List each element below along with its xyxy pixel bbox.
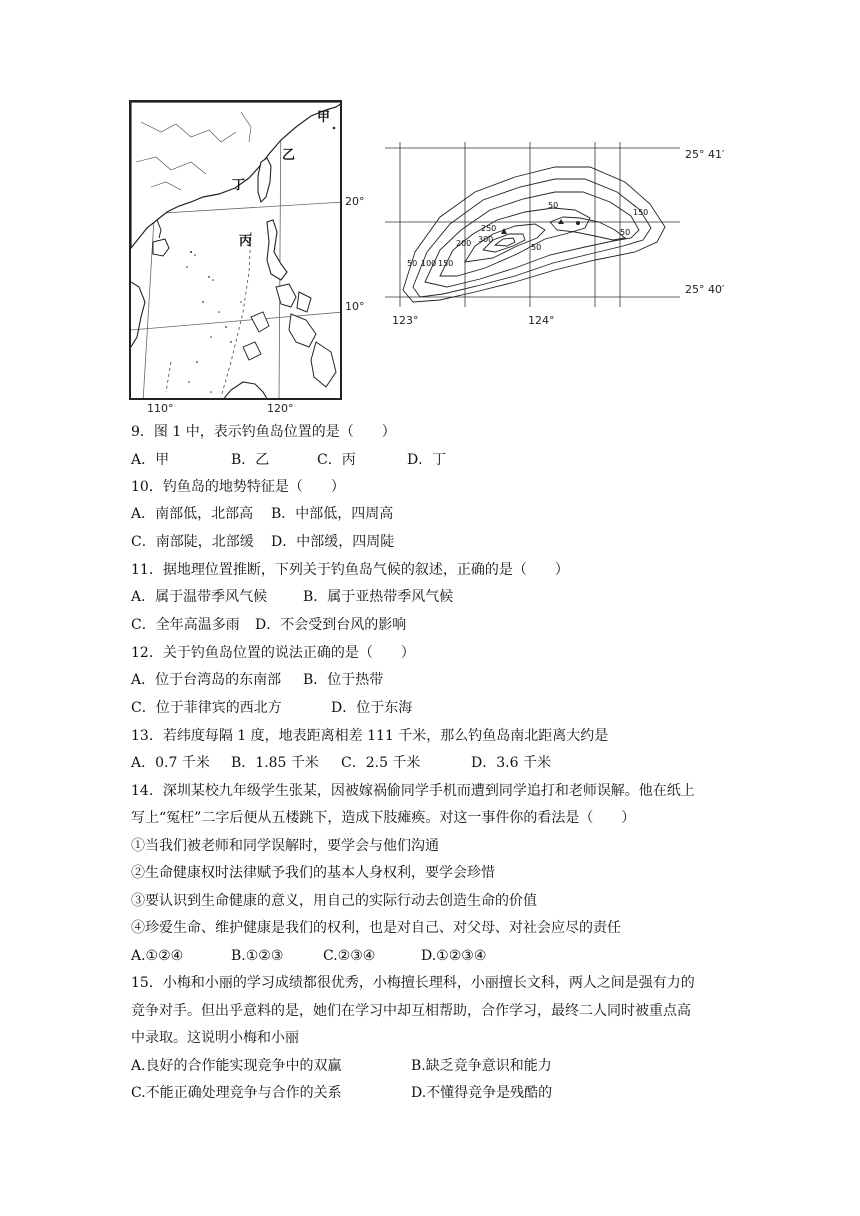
q12-option-d: D．位于东海 (331, 700, 413, 716)
q13-option-d: D．3.6 千米 (471, 755, 551, 771)
q11-option-b: B．属于亚热带季风气候 (303, 589, 454, 605)
q9-option-c: C．丙 (317, 452, 356, 468)
lon-left-label: 123° (392, 314, 419, 327)
map-south-china-sea (129, 100, 342, 400)
lat-10-label: 10° (345, 300, 365, 313)
question-13: 13．若纬度每隔 1 度，地表距离相差 111 千米，那么钓鱼岛南北距离大约是 (131, 728, 609, 744)
q14-option-d: D.①②③④ (421, 948, 487, 964)
label-yi: 乙 (282, 148, 296, 163)
question-12: 12．关于钓鱼岛位置的说法正确的是（ ） (131, 645, 415, 661)
contour-label: 150 (633, 208, 649, 217)
q12-option-b: B．位于热带 (303, 672, 384, 688)
q9-option-a: A．甲 (131, 452, 170, 468)
q11-option-a: A．属于温带季风气候 (131, 589, 268, 605)
lon-120-label: 120° (267, 402, 294, 415)
contour-label: 50 (531, 243, 542, 252)
q11-option-d: D．不会受到台风的影响 (255, 617, 407, 633)
question-10: 10．钓鱼岛的地势特征是（ ） (131, 479, 345, 495)
q10-options-row1 (131, 504, 393, 524)
q10-options-row2 (131, 532, 394, 552)
q9-option-b: B．乙 (231, 452, 270, 468)
q15-option-a: A.良好的合作能实现竞争中的双赢 (131, 1058, 342, 1074)
contour-label: 250 (481, 224, 497, 233)
contour-drawing (385, 142, 685, 312)
q11-options-row2 (131, 615, 406, 635)
q14-option-a: A.①②④ (131, 948, 184, 964)
lat-top-label: 25° 41′ (685, 148, 725, 161)
q10-option-d: D．中部缓，四周陡 (271, 534, 395, 550)
label-ding: 丁 (232, 178, 246, 193)
q14-statement-3: ③要认识到生命健康的意义，用自己的实际行动去创造生命的价值 (131, 893, 537, 909)
question-15-line2: 竞争对手。但出乎意料的是，她们在学习中却互相帮助，合作学习，最终二人同时被重点高 (131, 1003, 691, 1019)
contour-label: 200 (456, 239, 472, 248)
q13-option-a: A．0.7 千米 (131, 755, 210, 771)
lon-110-label: 110° (147, 402, 174, 415)
q12-option-a: A．位于台湾岛的东南部 (131, 672, 282, 688)
q12-options-row2 (131, 698, 412, 718)
q9-options (131, 450, 446, 470)
q11-options-row1 (131, 587, 453, 607)
q14-option-b: B.①②③ (231, 948, 284, 964)
q10-option-c: C．南部陡，北部缓 (131, 534, 254, 550)
question-15-line3: 中录取。这说明小梅和小丽 (131, 1030, 299, 1046)
label-bing: 丙 (239, 234, 253, 249)
q14-statement-2: ②生命健康权时法律赋予我们的基本人身权利，要学会珍惜 (131, 865, 495, 881)
question-15-line1: 15．小梅和小丽的学习成绩都很优秀，小梅擅长理科，小丽擅长文科，两人之间是强有力的 (131, 975, 695, 991)
q15-option-b: B.缺乏竞争意识和能力 (411, 1058, 552, 1074)
contour-label: 50 (407, 259, 418, 268)
q14-options (131, 946, 486, 966)
q13-option-c: C．2.5 千米 (341, 755, 421, 771)
q13-option-b: B．1.85 千米 (231, 755, 319, 771)
lat-20-label: 20° (345, 195, 365, 208)
q14-option-c: C.②③④ (323, 948, 376, 964)
q15-option-d: D.不懂得竞争是残酷的 (411, 1085, 553, 1101)
q14-statement-1: ①当我们被老师和同学误解时，要学会与他们沟通 (131, 838, 439, 854)
map-left-drawing (131, 102, 342, 400)
contour-label: 300 (478, 235, 494, 244)
contour-label: 150 (438, 259, 454, 268)
question-14-line2: 写上“冤枉”二字后便从五楼跳下，造成下肢瘫痪。对这一事件你的看法是（ ） (131, 810, 636, 826)
map-diaoyu-contour (385, 142, 685, 312)
label-jia: 甲 (317, 110, 331, 125)
q11-option-c: C．全年高温多雨 (131, 617, 240, 633)
q15-options-row2 (131, 1083, 552, 1103)
contour-label: 100 (421, 259, 437, 268)
q12-option-c: C．位于菲律宾的西北方 (131, 700, 282, 716)
q12-options-row1 (131, 670, 383, 690)
q15-option-c: C.不能正确处理竞争与合作的关系 (131, 1085, 342, 1101)
q9-option-d: D．丁 (407, 452, 447, 468)
lat-bottom-label: 25° 40′ (685, 283, 725, 296)
q10-option-a: A．南部低，北部高 (131, 506, 254, 522)
contour-label: 50 (620, 228, 631, 237)
question-9: 9．图 1 中，表示钓鱼岛位置的是（ ） (131, 424, 396, 440)
q14-statement-4: ④珍爱生命、维护健康是我们的权利，也是对自己、对父母、对社会应尽的责任 (131, 920, 621, 936)
lon-right-label: 124° (528, 314, 555, 327)
contour-label: 50 (548, 201, 559, 210)
question-11: 11．据地理位置推断，下列关于钓鱼岛气候的叙述，正确的是（ ） (131, 562, 569, 578)
q10-option-b: B．中部低，四周高 (271, 506, 394, 522)
q15-options-row1 (131, 1056, 552, 1076)
q13-options (131, 753, 551, 773)
question-14-line1: 14．深圳某校九年级学生张某，因被嫁祸偷同学手机而遭到同学追打和老师误解。他在纸上 (131, 783, 695, 799)
